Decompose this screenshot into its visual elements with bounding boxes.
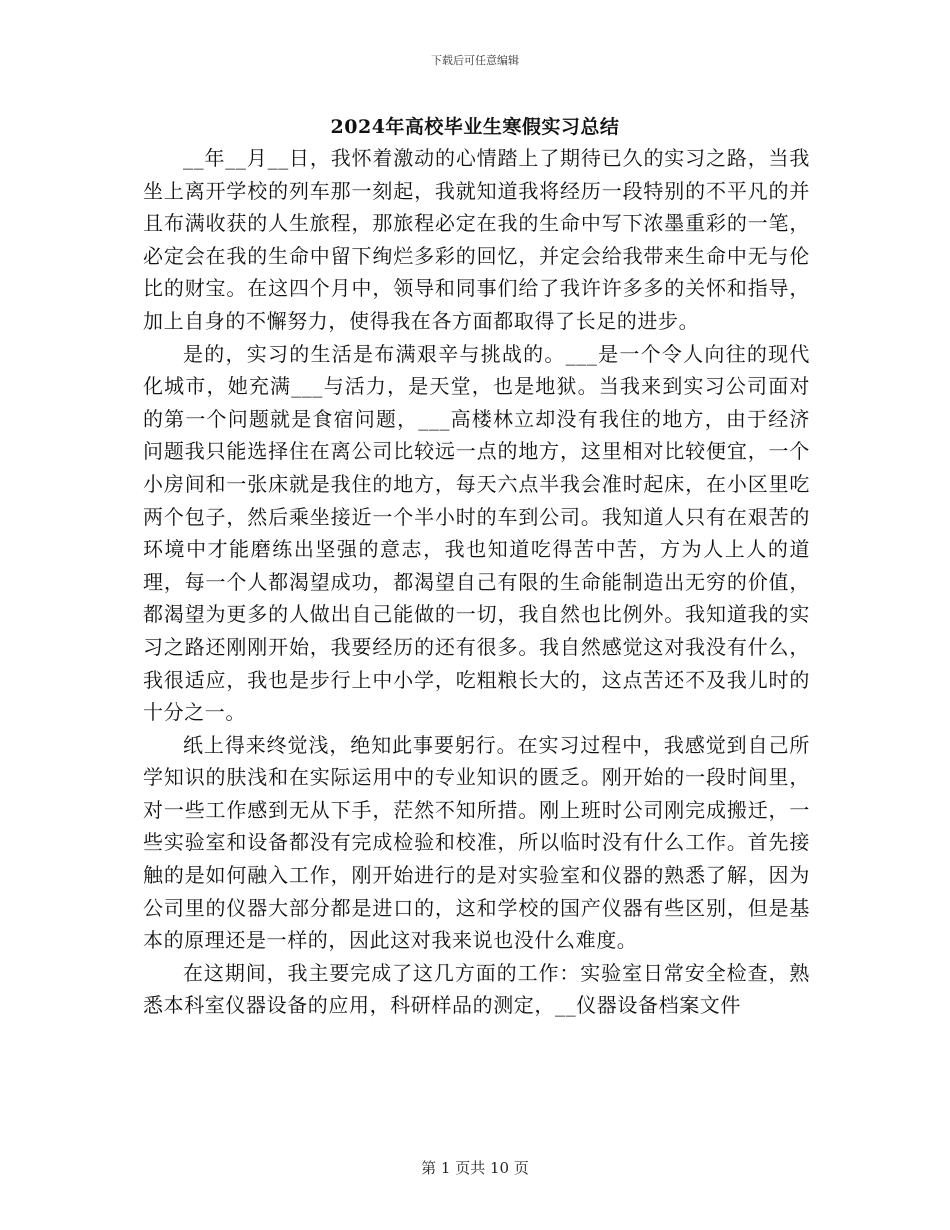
paragraph-4: 在这期间，我主要完成了这几方面的工作：实验室日常安全检查，熟悉本科室仪器设备的应用，科研样品的测定，__仪器设备档案文件	[143, 960, 810, 1018]
paragraph-1: __年__月__日，我怀着激动的心情踏上了期待已久的实习之路，当我坐上离开学校的列车那一刻起，我就知道我将经历一段特别的不平凡的并且布满收获的人生旅程，那旅程必定在我的生命中写下浓墨重彩的一笔，必定会在我的生命中留下绚烂多彩的回忆，并定会给我带来生命中无与伦比的财宝。在这四个月中，领导和同事们给了我许许多多的关怀和指导，加上自身的不懈努力，使得我在各方面都取得了长足的进步。	[143, 146, 810, 333]
document-title: 2024年高校毕业生寒假实习总结	[330, 116, 620, 138]
document-body	[143, 142, 810, 1022]
paragraph-3: 纸上得来终觉浅，绝知此事要躬行。在实习过程中，我感觉到自己所学知识的肤浅和在实际运用中的专业知识的匮乏。刚开始的一段时间里，对一些工作感到无从下手，茫然不知所措。刚上班时公司刚完成搬迁，一些实验室和设备都没有完成检验和校准，所以临时没有什么工作。首先接触的是如何融入工作，刚开始进行的是对实验室和仪器的熟悉了解，因为公司里的仪器大部分都是进口的，这和学校的国产仪器有些区别，但是基本的原理还是一样的，因此这对我来说也没什么难度。	[143, 732, 810, 953]
page-indicator: 第 1 页共 10 页	[421, 1159, 529, 1177]
header-note: 下载后可任意编辑	[431, 54, 519, 67]
paragraph-2: 是的，实习的生活是布满艰辛与挑战的。___是一个令人向往的现代化城市，她充满___与活力，是天堂，也是地狱。当我来到实习公司面对的第一个问题就是食宿问题，___高楼林立却没有我住的地方，由于经济问题我只能选择住在离公司比较远一点的地方，这里相对比较便宜，一个小房间和一张床就是我住的地方，每天六点半我会准时起床，在小区里吃两个包子，然后乘坐接近一个半小时的车到公司。我知道人只有在艰苦的环境中才能磨练出坚强的意志，我也知道吃得苦中苦，方为人上人的道理，每一个人都渴望成功，都渴望自己有限的生命能制造出无穷的价值，都渴望为更多的人做出自己能做的一切，我自然也比例外。我知道我的实习之路还刚刚开始，我要经历的还有很多。我自然感觉这对我没有什么，我很适应，我也是步行上中小学，吃粗粮长大的，这点苦还不及我儿时的十分之一。	[143, 341, 810, 725]
